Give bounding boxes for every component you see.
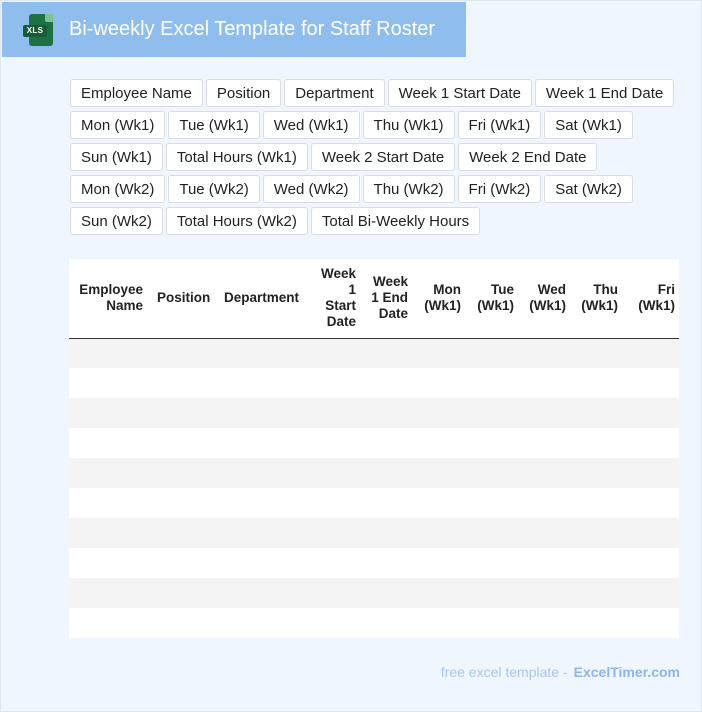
table-cell[interactable] [153,608,220,638]
table-cell[interactable] [465,578,518,608]
table-cell[interactable] [360,608,412,638]
table-cell[interactable] [153,398,220,428]
table-cell[interactable] [360,488,412,518]
column-header: Tue (Wk1) [465,259,518,338]
field-chip[interactable]: Mon (Wk1) [70,111,165,139]
footer [441,664,680,680]
field-chip[interactable]: Thu (Wk1) [363,111,455,139]
table-cell[interactable] [570,338,622,368]
table-cell[interactable] [220,518,310,548]
table-cell[interactable] [220,548,310,578]
table-cell[interactable] [518,458,570,488]
table-cell[interactable] [69,368,153,398]
roster-table [69,259,679,638]
table-cell[interactable] [412,368,465,398]
footer-text: free excel template - [440,664,568,680]
table-cell[interactable] [465,518,518,548]
table-cell[interactable] [518,368,570,398]
field-chip[interactable]: Week 2 Start Date [311,143,455,171]
table-cell[interactable] [465,548,518,578]
table-cell[interactable] [220,398,310,428]
field-chip[interactable]: Fri (Wk1) [458,111,542,139]
table-cell[interactable] [360,368,412,398]
table-cell[interactable] [69,398,153,428]
table-cell[interactable] [153,518,220,548]
table-row [69,428,679,458]
column-header: Wed (Wk1) [518,259,570,338]
table-cell[interactable] [153,458,220,488]
field-chip[interactable]: Sun (Wk1) [70,143,163,171]
table-cell[interactable] [622,428,679,458]
field-chip[interactable]: Department [284,79,384,107]
roster-table-container [69,259,679,638]
table-cell[interactable] [69,428,153,458]
column-header: Week 1 Start Date [310,259,360,338]
column-header: Mon (Wk1) [412,259,465,338]
field-chip[interactable]: Wed (Wk2) [263,175,360,203]
header-banner [2,2,466,57]
table-cell[interactable] [220,578,310,608]
table-cell[interactable] [69,518,153,548]
field-chip[interactable]: Mon (Wk2) [70,175,165,203]
table-cell[interactable] [412,428,465,458]
table-cell[interactable] [518,488,570,518]
footer-brand-link[interactable]: ExcelTimer.com [573,664,680,680]
table-cell[interactable] [622,518,679,548]
table-cell[interactable] [570,548,622,578]
column-header: Department [220,259,310,338]
table-cell[interactable] [310,428,360,458]
xls-icon-label: XLS [23,25,47,37]
table-cell[interactable] [622,548,679,578]
table-cell[interactable] [310,338,360,368]
field-chip[interactable]: Tue (Wk2) [168,175,259,203]
table-cell[interactable] [220,608,310,638]
table-body [69,338,679,638]
table-cell[interactable] [570,428,622,458]
field-chip[interactable]: Week 1 End Date [535,79,674,107]
field-chip[interactable]: Week 2 End Date [458,143,597,171]
column-header: Position [153,259,220,338]
table-cell[interactable] [412,398,465,428]
field-chip[interactable]: Position [206,79,281,107]
table-cell[interactable] [622,398,679,428]
field-chip[interactable]: Sat (Wk1) [544,111,633,139]
table-cell[interactable] [570,488,622,518]
column-header: Week 1 End Date [360,259,412,338]
field-chip[interactable]: Sun (Wk2) [70,207,163,235]
table-cell[interactable] [360,578,412,608]
table-row [69,578,679,608]
table-cell[interactable] [412,458,465,488]
table-cell[interactable] [518,548,570,578]
table-cell[interactable] [518,338,570,368]
field-chip[interactable]: Total Hours (Wk1) [166,143,308,171]
table-cell[interactable] [360,428,412,458]
table-cell[interactable] [518,398,570,428]
table-cell[interactable] [360,398,412,428]
table-cell[interactable] [310,518,360,548]
table-cell[interactable] [69,578,153,608]
table-cell[interactable] [465,398,518,428]
page-title: Bi-weekly Excel Template for Staff Roster [69,18,436,40]
table-cell[interactable] [310,608,360,638]
table-cell[interactable] [622,488,679,518]
table-cell[interactable] [310,578,360,608]
table-cell[interactable] [220,428,310,458]
field-chip[interactable]: Employee Name [70,79,203,107]
table-cell[interactable] [220,458,310,488]
table-cell[interactable] [310,398,360,428]
table-cell[interactable] [622,608,679,638]
table-header-row [69,259,679,338]
table-cell[interactable] [412,608,465,638]
table-cell[interactable] [622,458,679,488]
table-cell[interactable] [153,338,220,368]
field-chip-list [70,79,690,235]
table-cell[interactable] [69,458,153,488]
table-cell[interactable] [220,338,310,368]
table-cell[interactable] [412,518,465,548]
field-chip[interactable]: Fri (Wk2) [458,175,542,203]
column-header: Fri (Wk1) [622,259,679,338]
table-cell[interactable] [412,488,465,518]
field-chip[interactable]: Thu (Wk2) [363,175,455,203]
table-cell[interactable] [570,458,622,488]
table-row [69,548,679,578]
table-cell[interactable] [360,548,412,578]
column-header: Employee Name [69,259,153,338]
table-cell[interactable] [153,578,220,608]
field-chip[interactable]: Wed (Wk1) [263,111,360,139]
field-chip[interactable]: Total Bi-Weekly Hours [311,207,480,235]
table-cell[interactable] [518,428,570,458]
table-cell[interactable] [360,338,412,368]
table-cell[interactable] [570,518,622,548]
table-row [69,368,679,398]
table-cell[interactable] [220,488,310,518]
table-row [69,458,679,488]
table-row [69,608,679,638]
table-cell[interactable] [310,368,360,398]
table-cell[interactable] [518,608,570,638]
field-chip[interactable]: Week 1 Start Date [388,79,532,107]
table-cell[interactable] [220,368,310,398]
table-cell[interactable] [69,338,153,368]
table-row [69,398,679,428]
table-cell[interactable] [465,488,518,518]
table-cell[interactable] [412,338,465,368]
table-cell[interactable] [622,338,679,368]
table-cell[interactable] [412,578,465,608]
table-cell[interactable] [153,368,220,398]
table-cell[interactable] [570,608,622,638]
table-cell[interactable] [69,608,153,638]
table-cell[interactable] [310,458,360,488]
excel-file-icon [23,14,53,46]
table-row [69,518,679,548]
table-cell[interactable] [153,428,220,458]
table-cell[interactable] [153,548,220,578]
field-chip[interactable]: Total Hours (Wk2) [166,207,308,235]
table-cell[interactable] [465,458,518,488]
table-cell[interactable] [622,578,679,608]
table-cell[interactable] [465,428,518,458]
field-chip[interactable]: Sat (Wk2) [544,175,633,203]
table-cell[interactable] [622,368,679,398]
table-cell[interactable] [69,488,153,518]
column-header: Thu (Wk1) [570,259,622,338]
table-cell[interactable] [310,548,360,578]
table-cell[interactable] [69,548,153,578]
table-cell[interactable] [465,338,518,368]
table-cell[interactable] [360,458,412,488]
table-cell[interactable] [570,578,622,608]
table-row [69,338,679,368]
table-cell[interactable] [518,578,570,608]
table-cell[interactable] [465,368,518,398]
field-chip[interactable]: Tue (Wk1) [168,111,259,139]
table-cell[interactable] [360,518,412,548]
table-cell[interactable] [518,518,570,548]
table-cell[interactable] [465,608,518,638]
table-cell[interactable] [310,488,360,518]
table-cell[interactable] [412,548,465,578]
table-cell[interactable] [153,488,220,518]
table-row [69,488,679,518]
table-cell[interactable] [570,368,622,398]
table-cell[interactable] [570,398,622,428]
